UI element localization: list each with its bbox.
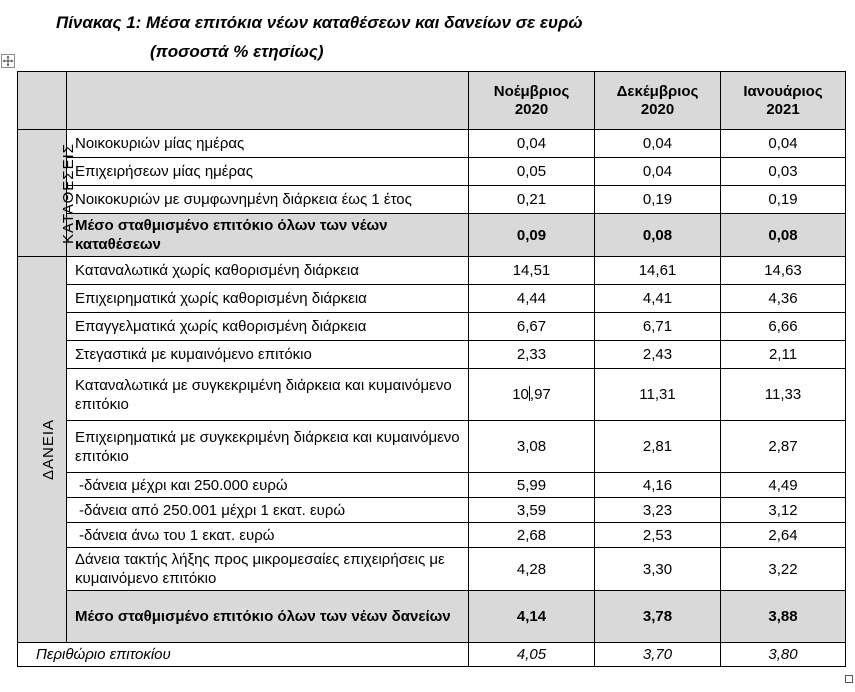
header-row: [18, 72, 846, 130]
table-row: [18, 257, 846, 285]
cell-value: 0,21: [469, 186, 595, 214]
table-subtitle: (ποσοστά % ετησίως): [150, 42, 324, 61]
text-cursor: [529, 386, 530, 401]
table-row: [18, 523, 846, 548]
cell-value: 3,78: [595, 591, 721, 643]
cell-value: 3,12: [721, 498, 846, 523]
deposits-average-row: [18, 214, 846, 257]
cell-value: 2,33: [469, 341, 595, 369]
cell-value: 11,33: [721, 369, 846, 421]
table-row: [18, 421, 846, 473]
table-row: [18, 130, 846, 158]
cell-value: 0,04: [721, 130, 846, 158]
cell-value: 2,68: [469, 523, 595, 548]
row-label: Περιθώριο επιτοκίου: [18, 643, 469, 667]
cell-value: 14,63: [721, 257, 846, 285]
table-row: [18, 313, 846, 341]
row-label: Δάνεια τακτής λήξης προς μικρομεσαίες επιχειρήσεις με κυμαινόμενο επιτόκιο: [67, 548, 469, 591]
cell-value: 0,08: [721, 214, 846, 257]
loans-average-row: [18, 591, 846, 643]
cell-value: 6,66: [721, 313, 846, 341]
cell-value: 0,04: [469, 130, 595, 158]
cell-value: 2,87: [721, 421, 846, 473]
row-label: Στεγαστικά με κυμαινόμενο επιτόκιο: [67, 341, 469, 369]
header-col-3: Ιανουάριος 2021: [721, 72, 846, 130]
row-label: Επαγγελματικά χωρίς καθορισμένη διάρκεια: [67, 313, 469, 341]
row-label: Επιχειρήσεων μίας ημέρας: [67, 158, 469, 186]
row-label: Νοικοκυριών με συμφωνημένη διάρκεια έως 1 έτος: [67, 186, 469, 214]
cell-value: 0,09: [469, 214, 595, 257]
cell-value: 4,16: [595, 473, 721, 498]
cell-value: 4,49: [721, 473, 846, 498]
row-label: Νοικοκυριών μίας ημέρας: [67, 130, 469, 158]
cell-value: 2,43: [595, 341, 721, 369]
row-label: Μέσο σταθμισμένο επιτόκιο όλων των νέων καταθέσεων: [67, 214, 469, 257]
header-col-2: Δεκέμβριος 2020: [595, 72, 721, 130]
cell-value: 4,41: [595, 285, 721, 313]
cell-value: 2,11: [721, 341, 846, 369]
row-label: -δάνεια από 250.001 μέχρι 1 εκατ. ευρώ: [67, 498, 469, 523]
cell-value: 4,05: [469, 643, 595, 667]
row-label: Επιχειρηματικά με συγκεκριμένη διάρκεια και κυμαινόμενο επιτόκιο: [67, 421, 469, 473]
cell-value: 4,44: [469, 285, 595, 313]
cell-value: 14,51: [469, 257, 595, 285]
cell-value: 0,19: [595, 186, 721, 214]
table-row: [18, 186, 846, 214]
cell-value: 0,19: [721, 186, 846, 214]
interest-rates-table: [17, 71, 846, 667]
cell-value: 11,31: [595, 369, 721, 421]
cell-value: 3,23: [595, 498, 721, 523]
cell-value: 2,64: [721, 523, 846, 548]
cell-value: 0,08: [595, 214, 721, 257]
table-row: [18, 548, 846, 591]
cell-value: 3,59: [469, 498, 595, 523]
table-row: [18, 369, 846, 421]
row-label: -δάνεια μέχρι και 250.000 ευρώ: [67, 473, 469, 498]
cell-value: 0,03: [721, 158, 846, 186]
cell-value: 0,04: [595, 130, 721, 158]
loans-group-label: ΔΑΝΕΙΑ: [18, 257, 67, 643]
cell-value: 3,30: [595, 548, 721, 591]
cell-value: 2,53: [595, 523, 721, 548]
table-row: [18, 341, 846, 369]
cell-value: 3,08: [469, 421, 595, 473]
cell-value: 5,99: [469, 473, 595, 498]
interest-margin-row: [18, 643, 846, 667]
cell-value: 4,28: [469, 548, 595, 591]
table-title: Πίνακας 1: Μέσα επιτόκια νέων καταθέσεων και δανείων σε ευρώ: [56, 13, 583, 32]
cell-value: 4,14: [469, 591, 595, 643]
cell-value: 10,97: [512, 386, 551, 403]
cell-value: 2,81: [595, 421, 721, 473]
cell-value: 14,61: [595, 257, 721, 285]
cell-value: 3,80: [721, 643, 846, 667]
table-row: [18, 473, 846, 498]
cell-value-with-caret[interactable]: [469, 369, 595, 421]
header-corner-cell: [18, 72, 67, 130]
table-move-handle-icon[interactable]: [1, 54, 15, 68]
table-row: [18, 498, 846, 523]
table-row: [18, 158, 846, 186]
cell-value: 0,05: [469, 158, 595, 186]
table-row: [18, 285, 846, 313]
cell-value: 4,36: [721, 285, 846, 313]
row-label: Επιχειρηματικά χωρίς καθορισμένη διάρκεια: [67, 285, 469, 313]
cell-value: 6,71: [595, 313, 721, 341]
cell-value: 0,04: [595, 158, 721, 186]
header-label-cell: [67, 72, 469, 130]
cell-value: 3,70: [595, 643, 721, 667]
deposits-group-label: ΚΑΤΑΘΕΣΕΙΣ: [18, 130, 67, 257]
cell-value: 6,67: [469, 313, 595, 341]
header-col-1: Νοέμβριος 2020: [469, 72, 595, 130]
row-label: Καταναλωτικά χωρίς καθορισμένη διάρκεια: [67, 257, 469, 285]
row-label: -δάνεια άνω του 1 εκατ. ευρώ: [67, 523, 469, 548]
table-resize-handle-icon[interactable]: [845, 675, 853, 683]
row-label: Καταναλωτικά με συγκεκριμένη διάρκεια και κυμαινόμενο επιτόκιο: [67, 369, 469, 421]
row-label: Μέσο σταθμισμένο επιτόκιο όλων των νέων δανείων: [67, 591, 469, 643]
cell-value: 3,88: [721, 591, 846, 643]
cell-value: 3,22: [721, 548, 846, 591]
